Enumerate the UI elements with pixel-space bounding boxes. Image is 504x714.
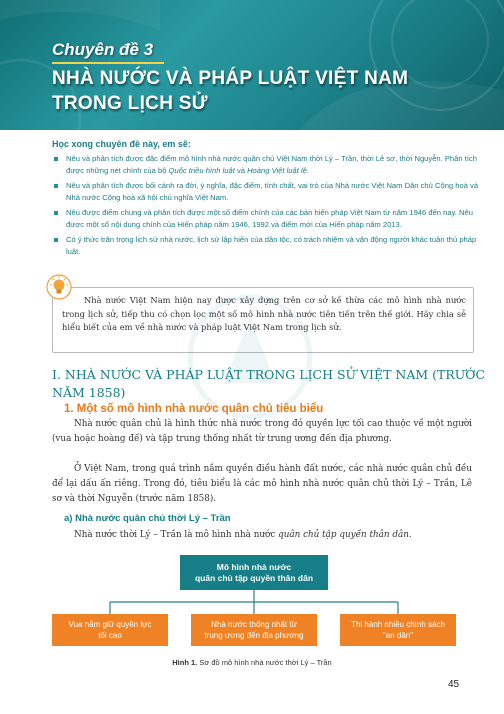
paragraph: Nhà nước thời Lý – Trần là mô hình nhà nước quân chủ tập quyền thân dân. — [74, 530, 412, 540]
square-bullet-icon — [54, 211, 58, 215]
diagram-child-node: Nhà nước thống nhất từ trung ương đến địa phương — [191, 614, 317, 646]
objective-item: Nêu và phân tích được bối cảnh ra đời, ý nghĩa, đặc điểm, tính chất, vai trò của Nhà nước Việt Nam Dân chủ Cộng hoà và Nhà nước Cộng hoà xã hội chủ nghĩa Việt Nam. — [52, 180, 482, 204]
chapter-underline — [52, 62, 164, 64]
warmup-text: Nhà nước Việt Nam hiện nay được xây dựng trên cơ sở kế thừa các mô hình nhà nước trong lịch sử, tiếp thu có chọn lọc một số mô hình nhà nước tiên tiến trên thế giới. Hãy chia sẻ hiểu biết của em về nhà nước và pháp luật Việt Nam trong lịch sử. — [62, 295, 466, 332]
page-number: 45 — [448, 679, 460, 690]
diagram-child-node: Thi hành nhiều chính sách "an dân" — [340, 614, 456, 646]
chapter-title-line: TRONG LỊCH SỬ — [52, 93, 208, 114]
chapter-banner — [0, 0, 504, 130]
section-heading: I. NHÀ NƯỚC VÀ PHÁP LUẬT TRONG LỊCH SỬ VIỆT NAM (TRƯỚC NĂM 1858) — [52, 367, 486, 400]
diagram-child-node: Vua nắm giữ quyền lực tối cao — [52, 614, 168, 646]
subsection-heading: 1. Một số mô hình nhà nước quân chủ tiêu biểu — [64, 403, 324, 415]
diagram-root-node: Mô hình nhà nước quân chủ tập quyền thân dân — [180, 555, 328, 590]
objective-item: Nêu và phân tích được đặc điểm mô hình nhà nước quân chủ Việt Nam thời Lý – Trần, thời Lê sơ, thời Nguyễn. Phân tích được những nét chính của bộ Quốc triều hình luật và Hoàng Việt luật lệ. — [52, 153, 482, 177]
square-bullet-icon — [54, 238, 58, 242]
objective-item: Nêu được điểm chung và phân tích được một số điểm chính của các bản hiến pháp Việt Nam từ năm 1946 đến nay. Nêu được một số nội dung chính của Hiến pháp năm 1946, 1992 và điểm mới của Hiến pháp năm 2013. — [52, 207, 482, 231]
chapter-title — [52, 66, 472, 116]
chapter-title-line: NHÀ NƯỚC VÀ PHÁP LUẬT VIỆT NAM — [52, 68, 409, 89]
objectives-list — [52, 153, 482, 261]
subsection-a-heading: a) Nhà nước quân chủ thời Lý – Trần — [64, 513, 231, 524]
figure-caption: Hình 1. Sơ đồ mô hình nhà nước thời Lý – Trần — [172, 658, 332, 667]
paragraph: Nhà nước quân chủ là hình thức nhà nước trong đó quyền lực tối cao thuộc về một người (vua hoặc hoàng đế) và tập trung thống nhất từ trung ương đến địa phương. — [52, 419, 472, 444]
chapter-label: Chuyên đề 3 — [52, 40, 154, 59]
objectives-lead: Học xong chuyên đề này, em sẽ: — [52, 139, 191, 149]
objective-item: Có ý thức trân trọng lịch sử nhà nước, lịch sử lập hiến của dân tộc, có trách nhiệm và vận động người khác tuân thủ pháp luật. — [52, 234, 482, 258]
square-bullet-icon — [54, 157, 58, 161]
paragraph: Ở Việt Nam, trong quá trình nắm quyền điều hành đất nước, các nhà nước quân chủ đều để lại dấu ấn riêng. Trong đó, tiêu biểu là các mô hình nhà nước quân chủ thời Lý – Trần, Lê sơ và thời Nguyễn (trước năm 1858). — [52, 464, 472, 504]
square-bullet-icon — [54, 184, 58, 188]
